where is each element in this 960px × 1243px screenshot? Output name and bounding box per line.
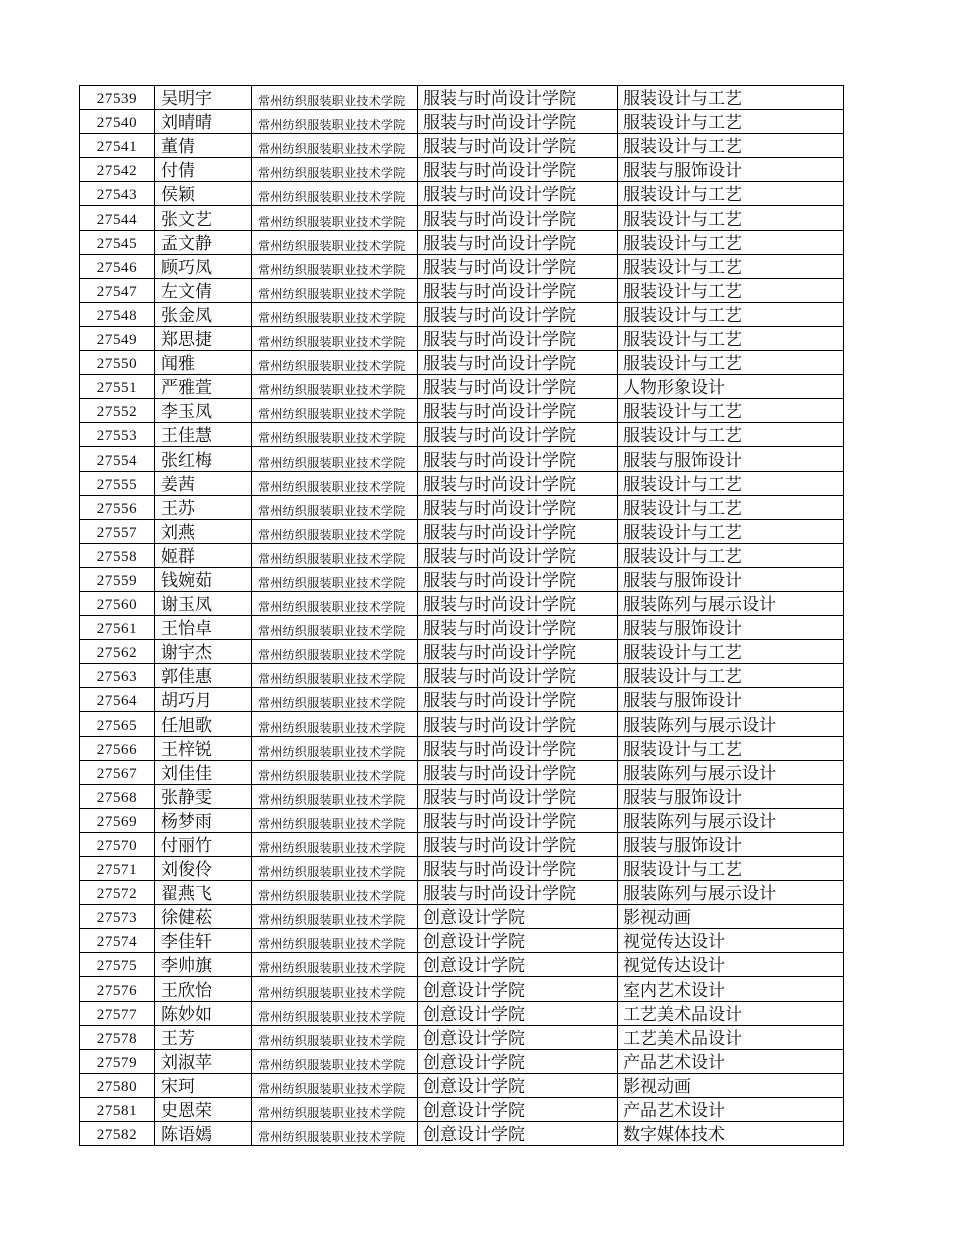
department-cell: 服装与时尚设计学院 bbox=[418, 664, 618, 688]
table-row bbox=[80, 953, 844, 977]
school-cell: 常州纺织服装职业技术学院 bbox=[252, 495, 418, 519]
department-cell: 服装与时尚设计学院 bbox=[418, 110, 618, 134]
name-cell: 孟文静 bbox=[155, 230, 252, 254]
roster-table bbox=[79, 85, 844, 1146]
major-cell: 服装设计与工艺 bbox=[618, 254, 844, 278]
department-cell: 服装与时尚设计学院 bbox=[418, 326, 618, 350]
record-id-cell: 27544 bbox=[80, 206, 155, 230]
record-id-cell: 27546 bbox=[80, 254, 155, 278]
major-cell: 服装设计与工艺 bbox=[618, 351, 844, 375]
department-cell: 创意设计学院 bbox=[418, 1001, 618, 1025]
department-cell: 服装与时尚设计学院 bbox=[418, 158, 618, 182]
major-cell: 工艺美术品设计 bbox=[618, 1025, 844, 1049]
record-id-cell: 27562 bbox=[80, 640, 155, 664]
name-cell: 刘燕 bbox=[155, 519, 252, 543]
name-cell: 王怡卓 bbox=[155, 616, 252, 640]
department-cell: 服装与时尚设计学院 bbox=[418, 760, 618, 784]
name-cell: 付倩 bbox=[155, 158, 252, 182]
school-cell: 常州纺织服装职业技术学院 bbox=[252, 86, 418, 110]
department-cell: 创意设计学院 bbox=[418, 929, 618, 953]
name-cell: 任旭歌 bbox=[155, 712, 252, 736]
department-cell: 服装与时尚设计学院 bbox=[418, 254, 618, 278]
major-cell: 服装设计与工艺 bbox=[618, 302, 844, 326]
table-row bbox=[80, 857, 844, 881]
table-row bbox=[80, 808, 844, 832]
table-row bbox=[80, 616, 844, 640]
department-cell: 服装与时尚设计学院 bbox=[418, 351, 618, 375]
record-id-cell: 27578 bbox=[80, 1025, 155, 1049]
name-cell: 王梓锐 bbox=[155, 736, 252, 760]
name-cell: 侯颖 bbox=[155, 182, 252, 206]
name-cell: 王芳 bbox=[155, 1025, 252, 1049]
table-row bbox=[80, 1001, 844, 1025]
major-cell: 服装陈列与展示设计 bbox=[618, 881, 844, 905]
major-cell: 服装设计与工艺 bbox=[618, 110, 844, 134]
table-row bbox=[80, 905, 844, 929]
name-cell: 张静雯 bbox=[155, 784, 252, 808]
record-id-cell: 27560 bbox=[80, 591, 155, 615]
school-cell: 常州纺织服装职业技术学院 bbox=[252, 591, 418, 615]
major-cell: 人物形象设计 bbox=[618, 375, 844, 399]
record-id-cell: 27565 bbox=[80, 712, 155, 736]
table-row bbox=[80, 471, 844, 495]
name-cell: 李佳轩 bbox=[155, 929, 252, 953]
name-cell: 郑思捷 bbox=[155, 326, 252, 350]
department-cell: 服装与时尚设计学院 bbox=[418, 519, 618, 543]
school-cell: 常州纺织服装职业技术学院 bbox=[252, 640, 418, 664]
table-row bbox=[80, 110, 844, 134]
major-cell: 数字媒体技术 bbox=[618, 1122, 844, 1146]
department-cell: 创意设计学院 bbox=[418, 1025, 618, 1049]
major-cell: 工艺美术品设计 bbox=[618, 1001, 844, 1025]
school-cell: 常州纺织服装职业技术学院 bbox=[252, 760, 418, 784]
school-cell: 常州纺织服装职业技术学院 bbox=[252, 399, 418, 423]
department-cell: 服装与时尚设计学院 bbox=[418, 688, 618, 712]
table-row bbox=[80, 519, 844, 543]
table-row bbox=[80, 688, 844, 712]
department-cell: 服装与时尚设计学院 bbox=[418, 182, 618, 206]
table-row bbox=[80, 182, 844, 206]
name-cell: 杨梦雨 bbox=[155, 808, 252, 832]
name-cell: 董倩 bbox=[155, 134, 252, 158]
name-cell: 钱婉茹 bbox=[155, 567, 252, 591]
name-cell: 刘淑苹 bbox=[155, 1049, 252, 1073]
school-cell: 常州纺织服装职业技术学院 bbox=[252, 1025, 418, 1049]
record-id-cell: 27552 bbox=[80, 399, 155, 423]
department-cell: 创意设计学院 bbox=[418, 1073, 618, 1097]
record-id-cell: 27539 bbox=[80, 86, 155, 110]
name-cell: 谢玉凤 bbox=[155, 591, 252, 615]
record-id-cell: 27574 bbox=[80, 929, 155, 953]
department-cell: 服装与时尚设计学院 bbox=[418, 543, 618, 567]
department-cell: 服装与时尚设计学院 bbox=[418, 495, 618, 519]
record-id-cell: 27582 bbox=[80, 1122, 155, 1146]
table-body bbox=[80, 86, 844, 1146]
school-cell: 常州纺织服装职业技术学院 bbox=[252, 977, 418, 1001]
record-id-cell: 27581 bbox=[80, 1097, 155, 1121]
major-cell: 服装与服饰设计 bbox=[618, 688, 844, 712]
department-cell: 创意设计学院 bbox=[418, 905, 618, 929]
department-cell: 服装与时尚设计学院 bbox=[418, 423, 618, 447]
name-cell: 姜茜 bbox=[155, 471, 252, 495]
school-cell: 常州纺织服装职业技术学院 bbox=[252, 110, 418, 134]
table-row bbox=[80, 495, 844, 519]
name-cell: 严雅萱 bbox=[155, 375, 252, 399]
record-id-cell: 27549 bbox=[80, 326, 155, 350]
record-id-cell: 27563 bbox=[80, 664, 155, 688]
name-cell: 胡巧月 bbox=[155, 688, 252, 712]
school-cell: 常州纺织服装职业技术学院 bbox=[252, 712, 418, 736]
department-cell: 服装与时尚设计学院 bbox=[418, 857, 618, 881]
name-cell: 谢宇杰 bbox=[155, 640, 252, 664]
table-row bbox=[80, 302, 844, 326]
table-row bbox=[80, 591, 844, 615]
department-cell: 服装与时尚设计学院 bbox=[418, 784, 618, 808]
department-cell: 服装与时尚设计学院 bbox=[418, 471, 618, 495]
name-cell: 张红梅 bbox=[155, 447, 252, 471]
name-cell: 付丽竹 bbox=[155, 832, 252, 856]
school-cell: 常州纺织服装职业技术学院 bbox=[252, 616, 418, 640]
name-cell: 陈妙如 bbox=[155, 1001, 252, 1025]
record-id-cell: 27551 bbox=[80, 375, 155, 399]
school-cell: 常州纺织服装职业技术学院 bbox=[252, 832, 418, 856]
name-cell: 左文倩 bbox=[155, 278, 252, 302]
school-cell: 常州纺织服装职业技术学院 bbox=[252, 423, 418, 447]
department-cell: 服装与时尚设计学院 bbox=[418, 832, 618, 856]
department-cell: 服装与时尚设计学院 bbox=[418, 712, 618, 736]
department-cell: 服装与时尚设计学院 bbox=[418, 447, 618, 471]
name-cell: 王佳慧 bbox=[155, 423, 252, 447]
name-cell: 李帅旗 bbox=[155, 953, 252, 977]
school-cell: 常州纺织服装职业技术学院 bbox=[252, 543, 418, 567]
record-id-cell: 27558 bbox=[80, 543, 155, 567]
school-cell: 常州纺织服装职业技术学院 bbox=[252, 206, 418, 230]
school-cell: 常州纺织服装职业技术学院 bbox=[252, 929, 418, 953]
department-cell: 服装与时尚设计学院 bbox=[418, 616, 618, 640]
department-cell: 创意设计学院 bbox=[418, 1122, 618, 1146]
department-cell: 服装与时尚设计学院 bbox=[418, 591, 618, 615]
table-row bbox=[80, 1122, 844, 1146]
major-cell: 服装设计与工艺 bbox=[618, 399, 844, 423]
record-id-cell: 27570 bbox=[80, 832, 155, 856]
major-cell: 服装与服饰设计 bbox=[618, 567, 844, 591]
department-cell: 创意设计学院 bbox=[418, 953, 618, 977]
table-row bbox=[80, 134, 844, 158]
record-id-cell: 27548 bbox=[80, 302, 155, 326]
department-cell: 服装与时尚设计学院 bbox=[418, 736, 618, 760]
name-cell: 张金凤 bbox=[155, 302, 252, 326]
record-id-cell: 27566 bbox=[80, 736, 155, 760]
table-row bbox=[80, 447, 844, 471]
table-row bbox=[80, 158, 844, 182]
major-cell: 影视动画 bbox=[618, 1073, 844, 1097]
record-id-cell: 27540 bbox=[80, 110, 155, 134]
table-row bbox=[80, 929, 844, 953]
record-id-cell: 27571 bbox=[80, 857, 155, 881]
table-row bbox=[80, 86, 844, 110]
table-row bbox=[80, 832, 844, 856]
record-id-cell: 27542 bbox=[80, 158, 155, 182]
department-cell: 服装与时尚设计学院 bbox=[418, 86, 618, 110]
department-cell: 服装与时尚设计学院 bbox=[418, 881, 618, 905]
record-id-cell: 27569 bbox=[80, 808, 155, 832]
table-row bbox=[80, 278, 844, 302]
name-cell: 吴明宇 bbox=[155, 86, 252, 110]
school-cell: 常州纺织服装职业技术学院 bbox=[252, 1073, 418, 1097]
table-row bbox=[80, 375, 844, 399]
name-cell: 姬群 bbox=[155, 543, 252, 567]
table-row bbox=[80, 736, 844, 760]
table-row bbox=[80, 254, 844, 278]
major-cell: 服装设计与工艺 bbox=[618, 471, 844, 495]
name-cell: 刘俊伶 bbox=[155, 857, 252, 881]
major-cell: 视觉传达设计 bbox=[618, 953, 844, 977]
table-row bbox=[80, 1097, 844, 1121]
major-cell: 产品艺术设计 bbox=[618, 1097, 844, 1121]
school-cell: 常州纺织服装职业技术学院 bbox=[252, 1001, 418, 1025]
major-cell: 服装设计与工艺 bbox=[618, 640, 844, 664]
record-id-cell: 27579 bbox=[80, 1049, 155, 1073]
major-cell: 服装设计与工艺 bbox=[618, 278, 844, 302]
name-cell: 王苏 bbox=[155, 495, 252, 519]
name-cell: 顾巧凤 bbox=[155, 254, 252, 278]
department-cell: 服装与时尚设计学院 bbox=[418, 567, 618, 591]
record-id-cell: 27557 bbox=[80, 519, 155, 543]
name-cell: 陈语嫣 bbox=[155, 1122, 252, 1146]
major-cell: 服装与服饰设计 bbox=[618, 832, 844, 856]
name-cell: 史恩荣 bbox=[155, 1097, 252, 1121]
department-cell: 创意设计学院 bbox=[418, 977, 618, 1001]
school-cell: 常州纺织服装职业技术学院 bbox=[252, 1097, 418, 1121]
record-id-cell: 27568 bbox=[80, 784, 155, 808]
record-id-cell: 27554 bbox=[80, 447, 155, 471]
school-cell: 常州纺织服装职业技术学院 bbox=[252, 158, 418, 182]
table-row bbox=[80, 326, 844, 350]
table-row bbox=[80, 206, 844, 230]
record-id-cell: 27567 bbox=[80, 760, 155, 784]
major-cell: 服装与服饰设计 bbox=[618, 616, 844, 640]
record-id-cell: 27575 bbox=[80, 953, 155, 977]
major-cell: 服装设计与工艺 bbox=[618, 206, 844, 230]
school-cell: 常州纺织服装职业技术学院 bbox=[252, 254, 418, 278]
major-cell: 服装设计与工艺 bbox=[618, 736, 844, 760]
major-cell: 服装设计与工艺 bbox=[618, 182, 844, 206]
table-row bbox=[80, 664, 844, 688]
school-cell: 常州纺织服装职业技术学院 bbox=[252, 688, 418, 712]
department-cell: 服装与时尚设计学院 bbox=[418, 278, 618, 302]
department-cell: 服装与时尚设计学院 bbox=[418, 640, 618, 664]
name-cell: 张文艺 bbox=[155, 206, 252, 230]
school-cell: 常州纺织服装职业技术学院 bbox=[252, 302, 418, 326]
school-cell: 常州纺织服装职业技术学院 bbox=[252, 1122, 418, 1146]
record-id-cell: 27564 bbox=[80, 688, 155, 712]
name-cell: 徐健菘 bbox=[155, 905, 252, 929]
school-cell: 常州纺织服装职业技术学院 bbox=[252, 567, 418, 591]
department-cell: 创意设计学院 bbox=[418, 1097, 618, 1121]
name-cell: 刘佳佳 bbox=[155, 760, 252, 784]
table-row bbox=[80, 784, 844, 808]
school-cell: 常州纺织服装职业技术学院 bbox=[252, 905, 418, 929]
department-cell: 服装与时尚设计学院 bbox=[418, 302, 618, 326]
department-cell: 服装与时尚设计学院 bbox=[418, 206, 618, 230]
table-row bbox=[80, 399, 844, 423]
major-cell: 服装设计与工艺 bbox=[618, 519, 844, 543]
school-cell: 常州纺织服装职业技术学院 bbox=[252, 953, 418, 977]
record-id-cell: 27556 bbox=[80, 495, 155, 519]
table-row bbox=[80, 977, 844, 1001]
record-id-cell: 27541 bbox=[80, 134, 155, 158]
school-cell: 常州纺织服装职业技术学院 bbox=[252, 375, 418, 399]
department-cell: 服装与时尚设计学院 bbox=[418, 399, 618, 423]
school-cell: 常州纺织服装职业技术学院 bbox=[252, 736, 418, 760]
school-cell: 常州纺织服装职业技术学院 bbox=[252, 1049, 418, 1073]
record-id-cell: 27573 bbox=[80, 905, 155, 929]
major-cell: 服装与服饰设计 bbox=[618, 447, 844, 471]
major-cell: 服装设计与工艺 bbox=[618, 423, 844, 447]
major-cell: 服装陈列与展示设计 bbox=[618, 760, 844, 784]
name-cell: 翟燕飞 bbox=[155, 881, 252, 905]
school-cell: 常州纺织服装职业技术学院 bbox=[252, 326, 418, 350]
record-id-cell: 27580 bbox=[80, 1073, 155, 1097]
school-cell: 常州纺织服装职业技术学院 bbox=[252, 447, 418, 471]
table-row bbox=[80, 1049, 844, 1073]
table-row bbox=[80, 760, 844, 784]
record-id-cell: 27561 bbox=[80, 616, 155, 640]
major-cell: 视觉传达设计 bbox=[618, 929, 844, 953]
school-cell: 常州纺织服装职业技术学院 bbox=[252, 857, 418, 881]
record-id-cell: 27553 bbox=[80, 423, 155, 447]
department-cell: 创意设计学院 bbox=[418, 1049, 618, 1073]
table-row bbox=[80, 567, 844, 591]
name-cell: 宋珂 bbox=[155, 1073, 252, 1097]
major-cell: 服装设计与工艺 bbox=[618, 230, 844, 254]
school-cell: 常州纺织服装职业技术学院 bbox=[252, 134, 418, 158]
record-id-cell: 27559 bbox=[80, 567, 155, 591]
major-cell: 服装设计与工艺 bbox=[618, 86, 844, 110]
school-cell: 常州纺织服装职业技术学院 bbox=[252, 471, 418, 495]
major-cell: 室内艺术设计 bbox=[618, 977, 844, 1001]
school-cell: 常州纺织服装职业技术学院 bbox=[252, 808, 418, 832]
record-id-cell: 27543 bbox=[80, 182, 155, 206]
department-cell: 服装与时尚设计学院 bbox=[418, 134, 618, 158]
major-cell: 服装与服饰设计 bbox=[618, 158, 844, 182]
record-id-cell: 27545 bbox=[80, 230, 155, 254]
school-cell: 常州纺织服装职业技术学院 bbox=[252, 351, 418, 375]
record-id-cell: 27572 bbox=[80, 881, 155, 905]
department-cell: 服装与时尚设计学院 bbox=[418, 375, 618, 399]
table-row bbox=[80, 230, 844, 254]
name-cell: 闻雅 bbox=[155, 351, 252, 375]
major-cell: 影视动画 bbox=[618, 905, 844, 929]
table-row bbox=[80, 881, 844, 905]
record-id-cell: 27547 bbox=[80, 278, 155, 302]
record-id-cell: 27577 bbox=[80, 1001, 155, 1025]
department-cell: 服装与时尚设计学院 bbox=[418, 230, 618, 254]
major-cell: 服装与服饰设计 bbox=[618, 784, 844, 808]
major-cell: 服装陈列与展示设计 bbox=[618, 712, 844, 736]
major-cell: 服装陈列与展示设计 bbox=[618, 808, 844, 832]
school-cell: 常州纺织服装职业技术学院 bbox=[252, 278, 418, 302]
school-cell: 常州纺织服装职业技术学院 bbox=[252, 784, 418, 808]
name-cell: 王欣怡 bbox=[155, 977, 252, 1001]
name-cell: 李玉凤 bbox=[155, 399, 252, 423]
table-row bbox=[80, 1025, 844, 1049]
major-cell: 服装设计与工艺 bbox=[618, 134, 844, 158]
major-cell: 服装设计与工艺 bbox=[618, 495, 844, 519]
table-row bbox=[80, 640, 844, 664]
table-row bbox=[80, 351, 844, 375]
major-cell: 服装设计与工艺 bbox=[618, 857, 844, 881]
record-id-cell: 27550 bbox=[80, 351, 155, 375]
major-cell: 服装设计与工艺 bbox=[618, 664, 844, 688]
table-row bbox=[80, 712, 844, 736]
record-id-cell: 27576 bbox=[80, 977, 155, 1001]
school-cell: 常州纺织服装职业技术学院 bbox=[252, 664, 418, 688]
major-cell: 服装设计与工艺 bbox=[618, 326, 844, 350]
school-cell: 常州纺织服装职业技术学院 bbox=[252, 519, 418, 543]
school-cell: 常州纺织服装职业技术学院 bbox=[252, 182, 418, 206]
table-row bbox=[80, 543, 844, 567]
major-cell: 服装设计与工艺 bbox=[618, 543, 844, 567]
table-row bbox=[80, 423, 844, 447]
major-cell: 服装陈列与展示设计 bbox=[618, 591, 844, 615]
name-cell: 刘晴晴 bbox=[155, 110, 252, 134]
table-row bbox=[80, 1073, 844, 1097]
department-cell: 服装与时尚设计学院 bbox=[418, 808, 618, 832]
record-id-cell: 27555 bbox=[80, 471, 155, 495]
major-cell: 产品艺术设计 bbox=[618, 1049, 844, 1073]
school-cell: 常州纺织服装职业技术学院 bbox=[252, 230, 418, 254]
school-cell: 常州纺织服装职业技术学院 bbox=[252, 881, 418, 905]
name-cell: 郭佳惠 bbox=[155, 664, 252, 688]
